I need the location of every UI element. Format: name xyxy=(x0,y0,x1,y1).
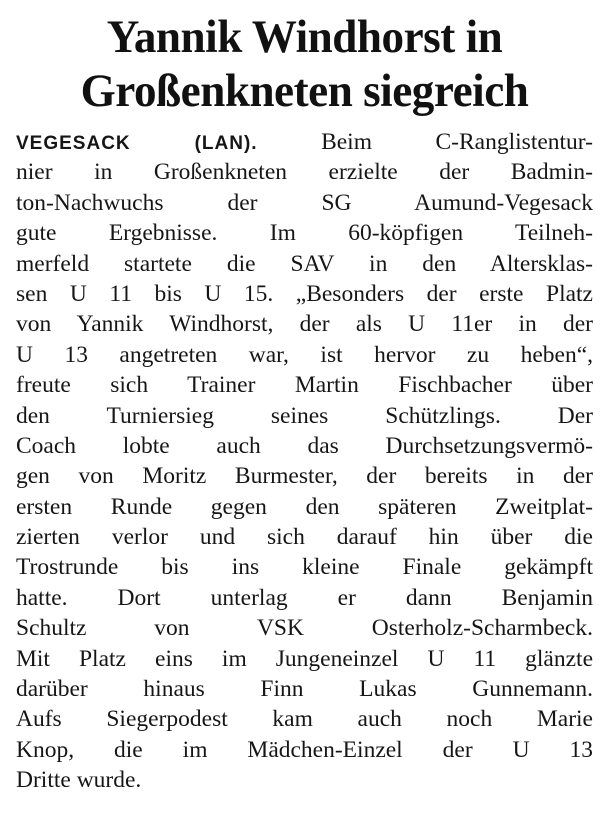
body-line: zierten verlor und sich darauf hin über die xyxy=(16,524,593,551)
body-line: von Yannik Windhorst, der als U 11er in der xyxy=(16,311,593,338)
dateline: VEGESACK (LAN). xyxy=(16,133,258,154)
body-line: den Turniersieg seines Schützlings. Der xyxy=(16,402,593,429)
headline-line-2: Großenkneten siegreich xyxy=(80,65,529,117)
body-line: Trostrunde bis ins kleine Finale gekämpft xyxy=(16,554,593,581)
body-line: sen U 11 bis U 15. „Besonders der erste Platz xyxy=(16,280,593,307)
body-line-last: Dritte wurde. xyxy=(16,767,142,794)
body-line: merfeld startete die SAV in den Altersklas- xyxy=(16,250,593,277)
body-line: ersten Runde gegen den späteren Zweitplat- xyxy=(16,493,593,520)
body-line: Mit Platz eins im Jungeneinzel U 11 glänzte xyxy=(16,645,593,672)
body-line: Aufs Siegerpodest kam auch noch Marie xyxy=(16,706,593,733)
article-body xyxy=(16,127,593,796)
body-line: Knop, die im Mädchen-Einzel der U 13 xyxy=(16,736,593,763)
body-line: Coach lobte auch das Durchsetzungsvermö- xyxy=(16,432,593,459)
body-line: U 13 angetreten war, ist hervor zu heben“, xyxy=(16,341,593,368)
headline xyxy=(28,10,582,118)
body-line: gen von Moritz Burmester, der bereits in der xyxy=(16,463,593,490)
body-line: darüber hinaus Finn Lukas Gunnemann. xyxy=(16,676,593,703)
body-line: hatte. Dort unterlag er dann Benjamin xyxy=(16,584,593,611)
body-line-1-text: Beim C-Ranglistentur- xyxy=(257,129,593,155)
body-line: freute sich Trainer Martin Fischbacher über xyxy=(16,372,593,399)
body-line-1 xyxy=(16,127,593,157)
body-line: gute Ergebnisse. Im 60-köpfigen Teilneh- xyxy=(16,220,593,247)
body-line: Schultz von VSK Osterholz-Scharmbeck. xyxy=(16,615,593,642)
body-line: ton-Nachwuchs der SG Aumund-Vegesack xyxy=(16,189,593,216)
body-line: nier in Großenkneten erzielte der Badmin- xyxy=(16,159,593,186)
headline-line-1: Yannik Windhorst in xyxy=(106,11,503,63)
